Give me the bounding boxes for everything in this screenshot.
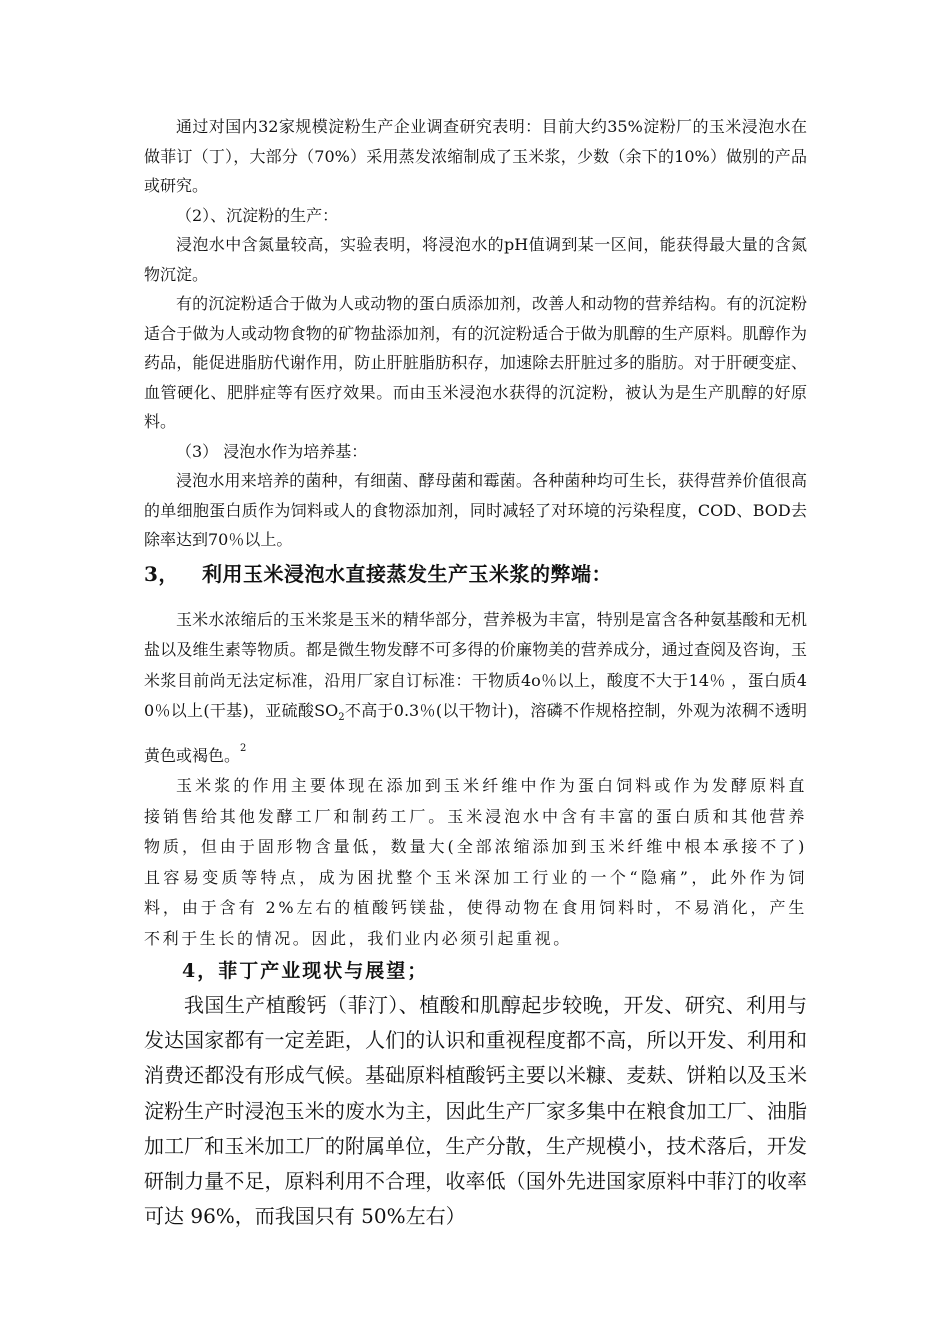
- document-body: [144, 112, 807, 1234]
- corn-syrup-text-b: 不高于0.3％(以干物计)，溶磷不作规格控制，外观为浓稠不透明黄色或褐色。: [144, 701, 807, 765]
- section-title-precipitate: （2）、沉淀粉的生产：: [176, 205, 339, 225]
- paragraph-corn-syrup: [144, 605, 807, 772]
- section-title-culture-medium: （3） 浸泡水作为培养基：: [176, 441, 368, 461]
- corn-syrup-text-a: 玉米水浓缩后的玉米浆是玉米的精华部分，营养极为丰富，特别是富含各种氨基酸和无机盐以及维生素等物质。都是微生物发酵不可多得的价廉物美的营养成分，通过查阅及咨询，玉米浆目前尚无法定标准，沿用厂家自订标准：干物质4o％以上，酸度不大于14％ ，蛋白质40％以上(干基)，亚硫酸SO: [144, 609, 807, 720]
- heading-number: 3，: [144, 561, 179, 586]
- heading-drawbacks: [144, 557, 807, 591]
- heading-text: 利用玉米浸泡水直接蒸发生产玉米浆的弊端：: [202, 561, 612, 586]
- paragraph-survey: 通过对国内32家规模淀粉生产企业调查研究表明：目前大约35%淀粉厂的玉米浸泡水在做菲订（丁），大部分（70%）采用蒸发浓缩制成了玉米浆，少数（余下的10%）做别的产品或研究。: [144, 117, 807, 195]
- paragraph-phytin-status: 我国生产植酸钙（菲汀）、植酸和肌醇起步较晚，开发、研究、利用与发达国家都有一定差距，人们的认识和重视程度都不高，所以开发、利用和消费还都没有形成气候。基础原料植酸钙主要以米糠、麦麸、饼粕以及玉米淀粉生产时浸泡玉米的废水为主，因此生产厂家多集中在粮食加工厂、油脂加工厂和玉米加工厂的附属单位，生产分散，生产规模小，技术落后，开发研制力量不足，原料利用不合理，收率低（国外先进国家原料中菲汀的收率可达 96%，而我国只有 50%左右）: [144, 993, 807, 1229]
- heading-phytin-industry: 4，菲丁产业现状与展望；: [182, 960, 429, 982]
- footnote-mark: 2: [240, 742, 247, 754]
- subscript-2: 2: [338, 712, 345, 723]
- paragraph-nitrogen: 浸泡水中含氮量较高，实验表明，将浸泡水的pH值调到某一区间，能获得最大量的含氮物沉淀。: [144, 235, 807, 284]
- paragraph-precipitate-uses: 有的沉淀粉适合于做为人或动物的蛋白质添加剂，改善人和动物的营养结构。有的沉淀粉适合于做为人或动物食物的矿物盐添加剂，有的沉淀粉适合于做为肌醇的生产原料。肌醇作为药品，能促进脂肪代谢作用，防止肝脏脂肪积存，加速除去肝脏过多的脂肪。对于肝硬变症、血管硬化、肥胖症等有医疗效果。而由玉米浸泡水获得的沉淀粉，被认为是生产肌醇的好原料。: [144, 294, 807, 431]
- paragraph-corn-syrup-role: 玉米浆的作用主要体现在添加到玉米纤维中作为蛋白饲料或作为发酵原料直接销售给其他发酵工厂和制药工厂。玉米浸泡水中含有丰富的蛋白质和其他营养物质，但由于固形物含量低，数量大(全部浓缩添加到玉米纤维中根本承接不了)且容易变质等特点，成为困扰整个玉米深加工行业的一个“隐痛”，此外作为饲料，由于含有 2%左右的植酸钙镁盐，使得动物在食用饲料时，不易消化，产生不利于生长的情况。因此，我们业内必须引起重视。: [144, 776, 807, 948]
- paragraph-culture: 浸泡水用来培养的菌种，有细菌、酵母菌和霉菌。各种菌种均可生长，获得营养价值很高的单细胞蛋白质作为饲料或人的食物添加剂，同时减轻了对环境的污染程度，COD、BOD去除率达到70％以上。: [144, 471, 807, 549]
